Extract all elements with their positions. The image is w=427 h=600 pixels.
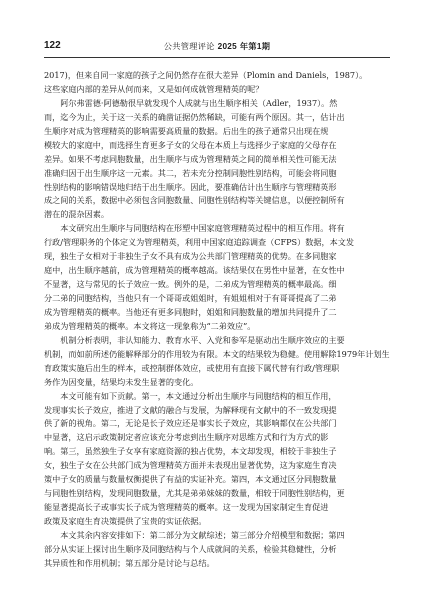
text-line: 本文研究出生顺序与同胞结构在形塑中国家庭管理精英过程中的相互作用。将有 <box>44 223 345 234</box>
text-line: 生顺序对成为管理精英的影响需要高质量的数据。后出生的孩子通常只出现在规 <box>44 125 329 136</box>
text-line: 响。第三，虽然独生子女享有家庭资源的独占优势，本文却发现，相较于非独生子 <box>44 446 337 457</box>
text-line: 中显著，这启示政策制定者应该充分考虑到出生顺序对思维方式和行为方式的影 <box>44 432 329 443</box>
text-line: 策中子女的质量与数量权衡提供了有益的实证补充。第四，本文通过区分同胞数量 <box>44 474 337 485</box>
text-line: 2017)，但来自同一家庭的孩子之间仍然存在很大差异（Plomin and Daniels，1987）。 <box>44 70 368 80</box>
text-line: 机制，而如前所述仍能解释部分的作用较为有限。本文的结果较为稳健。使用解除1979年计划生 <box>44 348 390 359</box>
journal-name: 公共管理评论 <box>163 41 215 51</box>
text-line: 本文其余内容安排如下：第二部分为文献综述；第三部分介绍模型和数据；第四 <box>44 529 345 540</box>
text-line: 差异。如果不考虑同胞数量，出生顺序与成为管理精英之间的简单相关性可能无法 <box>44 153 337 164</box>
issue-label: 年第1期 <box>239 42 271 51</box>
text-line: 模较大的家庭中，而选择生育更多子女的父母在本质上与选择少子家庭的父母存在 <box>44 139 337 150</box>
text-line: 女，独生子女在公共部门成为管理精英方面并未表现出显著优势，这为家庭生育决 <box>44 460 337 471</box>
text-line: 现，独生子女相对于非独生子女不具有成为公共部门管理精英的优势。在多同胞家 <box>44 251 337 262</box>
text-line: 分二弟的同胞结构，当他只有一个哥哥或姐姐时，有姐姐相对于有哥哥提高了二弟 <box>44 293 337 303</box>
issue-year: 2025 <box>217 42 238 51</box>
text-line <box>44 571 390 585</box>
text-line: 政策及家庭生育决策提供了宝贵的实证依据。 <box>44 516 207 526</box>
text-line: 不显著，这与常见的长子效应一致。例外的是，二弟成为管理精英的概率最高。细 <box>44 279 337 290</box>
text-line: 务作为因变量，结果均未发生显著的变化。 <box>44 376 199 387</box>
text-line: 阿尔弗雷德·阿德勒很早就发现个人成就与出生顺序相关（Adler，1937）。然 <box>44 97 338 108</box>
text-line: 行政/管理职务的个体定义为管理精英，利用中国家庭追踪调查（CFPS）数据，本文发 <box>44 237 355 248</box>
text-line: 潜在的混杂因素。 <box>44 209 110 220</box>
text-line: 而，迄今为止，关于这一关系的确凿证据仍然稀缺，可能有两个原因。其一，估计出 <box>44 111 345 122</box>
text-line: 机制分析表明，非认知能力、教育水平、入党和参军是驱动出生顺序效应的主要 <box>44 334 345 345</box>
text-line: 本文可能有如下贡献。第一，本文通过分析出生顺序与同胞结构的相互作用， <box>44 390 337 401</box>
journal-title <box>44 41 390 52</box>
text-line: 成为管理精英的概率。当他还有更多同胞时，姐姐和同胞数量的增加共同提升了二 <box>44 306 337 317</box>
text-line: 发现事实长子效应，推进了文献的融合与发展，为解释现有文献中的不一致发现提 <box>44 404 337 415</box>
text-line: 部分从实证上探讨出生顺序及同胞结构与个人成就间的关系，检验其稳健性，分析 <box>44 543 337 554</box>
page-number: 122 <box>44 40 61 51</box>
running-header <box>44 40 390 54</box>
text-line: 能显著提高长子或事实长子成为管理精英的概率。这一发现为国家制定生育促进 <box>44 502 329 513</box>
text-line: 这些家庭内部的差异从何而来，又是如何成就管理精英的呢？ <box>44 83 264 94</box>
text-line: 供了新的视角。第二，无论是长子效应还是事实长子效应，其影响都仅在公共部门 <box>44 418 337 429</box>
text-line: 庭中，出生顺序越前，成为管理精英的概率越高。该结果仅在男性中显著，在女性中 <box>44 265 345 276</box>
text-line: 与同胞性别结构，发现同胞数量，尤其是弟弟妹妹的数量，相较于同胞性别结构，更 <box>44 488 345 499</box>
paper-body <box>44 69 390 585</box>
text-line: 性别结构的影响错误地归结于出生顺序。因此，要准确估计出生顺序与管理精英形 <box>44 181 337 192</box>
text-line: 准确归因于出生顺序这一元素。其二，若未充分控制同胞性别结构，可能会将同胞 <box>44 167 337 178</box>
header-rule <box>44 57 390 58</box>
text-line: 成之间的关系，数据中必须包含同胞数量、同胞性别结构等关键信息，以便控制所有 <box>44 195 345 206</box>
text-line: 育政策实施后出生的样本，或控制群体效应，或使用有直接下属代替有行政/管理职 <box>44 362 340 373</box>
text-line: 其异质性和作用机制；第五部分是讨论与总结。 <box>44 557 215 568</box>
text-line: 弟成为管理精英的概率。本文将这一现象称为“二弟效应”。 <box>44 320 256 331</box>
